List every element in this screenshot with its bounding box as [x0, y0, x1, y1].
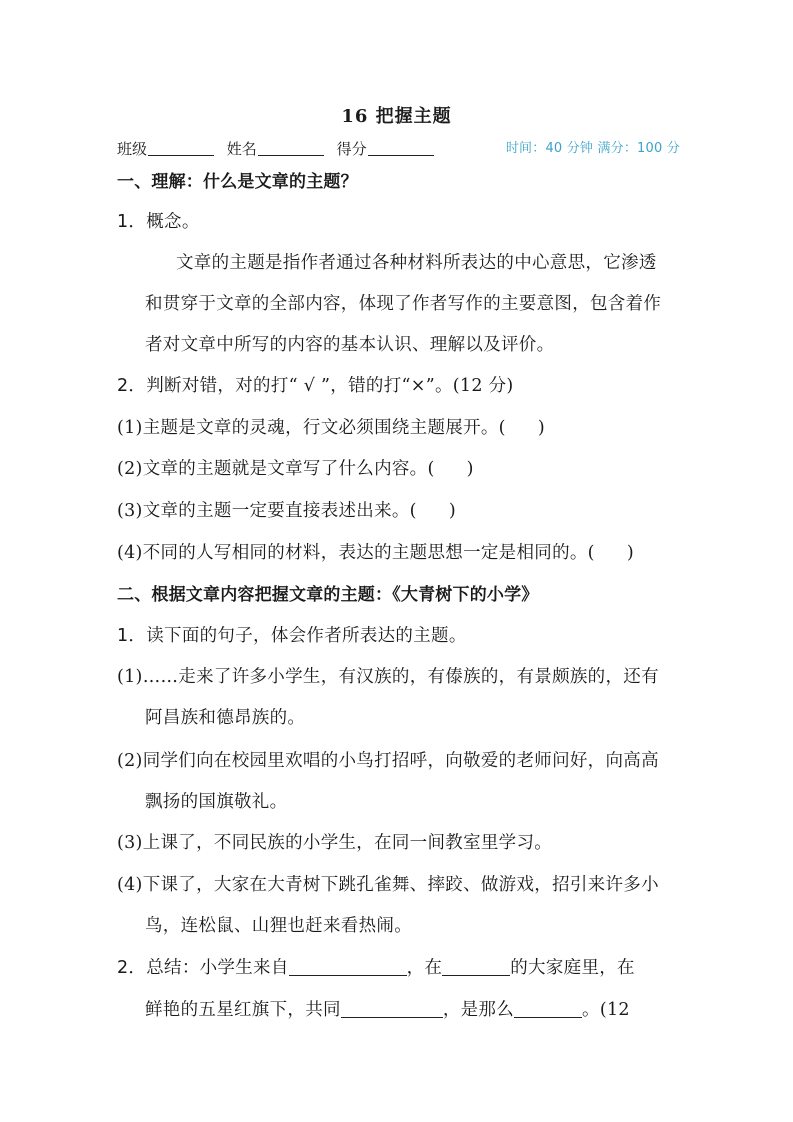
summary-text-e: ，是那么 — [442, 1000, 515, 1020]
concept-para-line-2: 和贯穿于文章的全部内容，体现了作者写作的主要意图，包含着作 — [145, 294, 662, 314]
judge-item-1-close: ) — [537, 418, 545, 438]
judge-item-4-text: (4)不同的人写相同的材料，表达的主题思想一定是相同的。( — [117, 543, 595, 563]
sentence-1-line-1: (1)……走来了许多小学生，有汉族的，有傣族的，有景颇族的，还有 — [117, 667, 659, 687]
s2-q1 — [117, 624, 467, 648]
judge-item-2 — [117, 457, 474, 481]
sentence-2-line-1: (2)同学们向在校园里欢唱的小鸟打招呼，向敬爱的老师问好，向高高 — [117, 751, 659, 771]
summary-text-d: 鲜艳的五星红旗下，共同 — [145, 1000, 341, 1020]
page-title: 16 把握主题 — [341, 106, 452, 127]
judge-item-3-close: ) — [448, 501, 456, 521]
section2-heading: 二、根据文章内容把握文章的主题：《大青树下的小学》 — [117, 585, 539, 605]
sentence-4-line-2: 鸟，连松鼠、山狸也赶来看热闹。 — [145, 916, 412, 936]
summary-line-2 — [145, 998, 630, 1022]
summary-text-c: 的大家庭里，在 — [510, 958, 635, 978]
judge-item-4 — [117, 541, 634, 565]
name-blank[interactable] — [258, 139, 324, 156]
score-field — [337, 137, 434, 161]
time-score-meta: 时间：40 分钟 满分：100 分 — [505, 141, 680, 156]
summary-text-f: 。(12 — [582, 1000, 630, 1020]
name-label: 姓名 — [226, 140, 257, 158]
judge-item-2-close: ) — [466, 459, 474, 479]
judge-item-1 — [117, 416, 545, 440]
s1-q1-text: 概念。 — [146, 212, 200, 232]
judge-item-2-text: (2)文章的主题就是文章写了什么内容。( — [117, 459, 435, 479]
summary-blank-together[interactable] — [341, 999, 443, 1018]
class-field — [117, 137, 214, 161]
sentence-1-line-2: 阿昌族和德昂族的。 — [145, 708, 306, 728]
s2-q1-num: 1． — [117, 626, 147, 646]
concept-para-line-3: 者对文章中所写的内容的基本认识、理解以及评价。 — [145, 335, 555, 355]
s1-q1-num: 1． — [117, 212, 147, 232]
score-label: 得分 — [336, 140, 367, 158]
class-blank[interactable] — [148, 139, 214, 156]
s1-q2-text: 判断对错，对的打“ √ ”，错的打“×”。(12 分) — [146, 376, 514, 396]
sentence-3: (3)上课了，不同民族的小学生，在同一间教室里学习。 — [117, 833, 553, 853]
judge-item-3-text: (3)文章的主题一定要直接表述出来。( — [117, 501, 417, 521]
s1-q2-num: 2． — [117, 376, 147, 396]
score-blank[interactable] — [368, 139, 434, 156]
judge-item-4-close: ) — [626, 543, 634, 563]
s2-q2-num: 2． — [117, 958, 147, 978]
sentence-2-line-2: 飘扬的国旗敬礼。 — [145, 792, 288, 812]
summary-blank-family[interactable] — [442, 957, 510, 976]
summary-blank-origin[interactable] — [289, 957, 407, 976]
judge-item-1-text: (1)主题是文章的灵魂，行文必须围绕主题展开。( — [117, 418, 506, 438]
summary-text-b: ，在 — [406, 958, 443, 978]
student-info-row — [117, 137, 680, 161]
s1-q1 — [117, 210, 200, 234]
class-label: 班级 — [117, 140, 148, 158]
name-field — [227, 137, 324, 161]
summary-line-1 — [117, 956, 635, 980]
s2-q1-text: 读下面的句子，体会作者所表达的主题。 — [146, 626, 467, 646]
s1-q2 — [117, 374, 514, 398]
sentence-4-line-1: (4)下课了，大家在大青树下跳孔雀舞、摔跤、做游戏，招引来许多小 — [117, 875, 659, 895]
concept-para-line-1: 文章的主题是指作者通过各种材料所表达的中心意思，它渗透 — [176, 253, 657, 273]
summary-text-a: 总结：小学生来自 — [146, 958, 289, 978]
section1-heading: 一、理解：什么是文章的主题？ — [117, 172, 358, 192]
judge-item-3 — [117, 499, 456, 523]
summary-blank-adjective[interactable] — [514, 999, 582, 1018]
